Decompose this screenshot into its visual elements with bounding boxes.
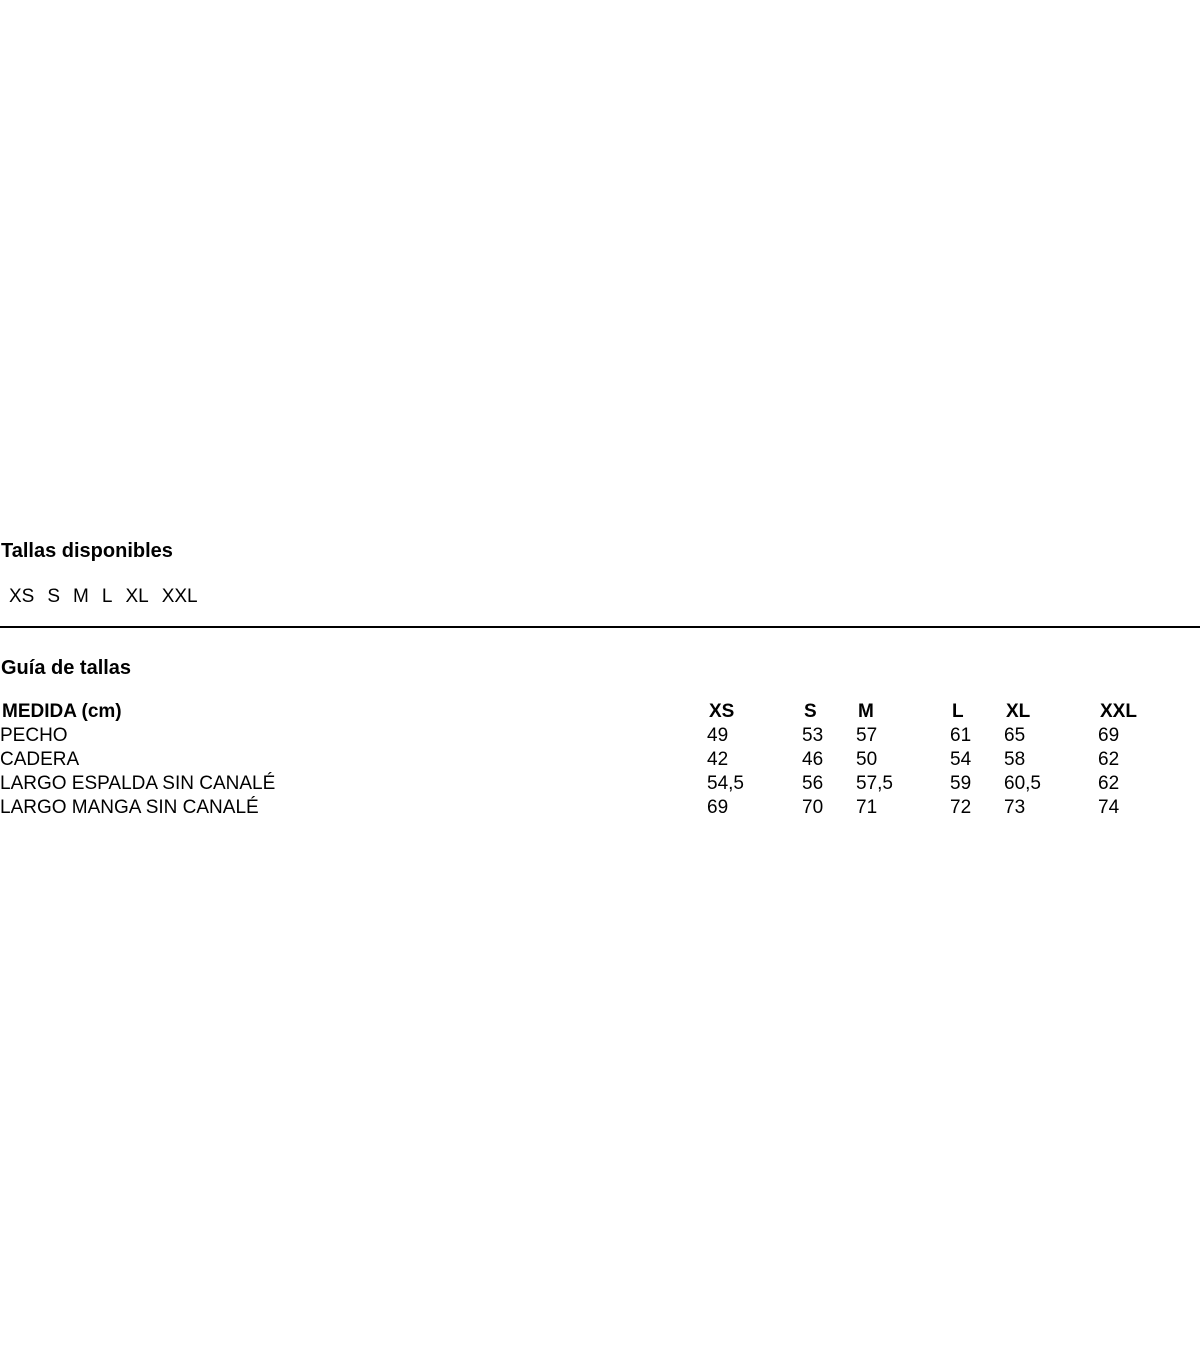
size-option-l: L xyxy=(101,586,113,607)
cell-value: 69 xyxy=(1098,725,1120,746)
row-label: LARGO MANGA SIN CANALÉ xyxy=(0,797,259,818)
size-option-xs: XS xyxy=(9,586,35,607)
row-label: LARGO ESPALDA SIN CANALÉ xyxy=(0,773,276,794)
cell-value: 54,5 xyxy=(707,773,744,794)
cell-value: 46 xyxy=(802,749,824,770)
table-row xyxy=(0,724,1150,748)
cell-value: 42 xyxy=(707,749,729,770)
cell-value: 71 xyxy=(856,797,878,818)
cell-value: 56 xyxy=(802,773,824,794)
header-size-xl: XL xyxy=(1006,701,1031,722)
cell-value: 60,5 xyxy=(1004,773,1041,794)
table-header-row xyxy=(0,700,1150,724)
header-size-xxl: XXL xyxy=(1100,701,1137,722)
cell-value: 50 xyxy=(856,749,878,770)
size-option-xxl: XXL xyxy=(161,586,198,607)
cell-value: 58 xyxy=(1004,749,1026,770)
header-size-xs: XS xyxy=(709,701,735,722)
cell-value: 49 xyxy=(707,725,729,746)
cell-value: 59 xyxy=(950,773,972,794)
cell-value: 73 xyxy=(1004,797,1026,818)
size-option-s: S xyxy=(47,586,61,607)
cell-value: 70 xyxy=(802,797,824,818)
size-guide-title: Guía de tallas xyxy=(1,657,132,679)
cell-value: 62 xyxy=(1098,749,1120,770)
available-sizes-list xyxy=(9,586,211,608)
table-row xyxy=(0,796,1150,820)
available-sizes-title: Tallas disponibles xyxy=(1,540,173,562)
cell-value: 74 xyxy=(1098,797,1120,818)
cell-value: 57 xyxy=(856,725,878,746)
table-row xyxy=(0,772,1150,796)
header-size-m: M xyxy=(858,701,874,722)
header-size-s: S xyxy=(804,701,817,722)
header-size-l: L xyxy=(952,701,964,722)
row-label: PECHO xyxy=(0,725,68,746)
row-label: CADERA xyxy=(0,749,80,770)
cell-value: 61 xyxy=(950,725,972,746)
cell-value: 53 xyxy=(802,725,824,746)
cell-value: 57,5 xyxy=(856,773,893,794)
size-guide-table xyxy=(0,700,1150,820)
cell-value: 65 xyxy=(1004,725,1026,746)
size-option-xl: XL xyxy=(125,586,149,607)
table-row xyxy=(0,748,1150,772)
cell-value: 69 xyxy=(707,797,729,818)
header-measure: MEDIDA (cm) xyxy=(2,701,122,722)
cell-value: 72 xyxy=(950,797,972,818)
cell-value: 54 xyxy=(950,749,972,770)
size-option-m: M xyxy=(73,586,89,607)
cell-value: 62 xyxy=(1098,773,1120,794)
section-divider xyxy=(0,626,1200,628)
